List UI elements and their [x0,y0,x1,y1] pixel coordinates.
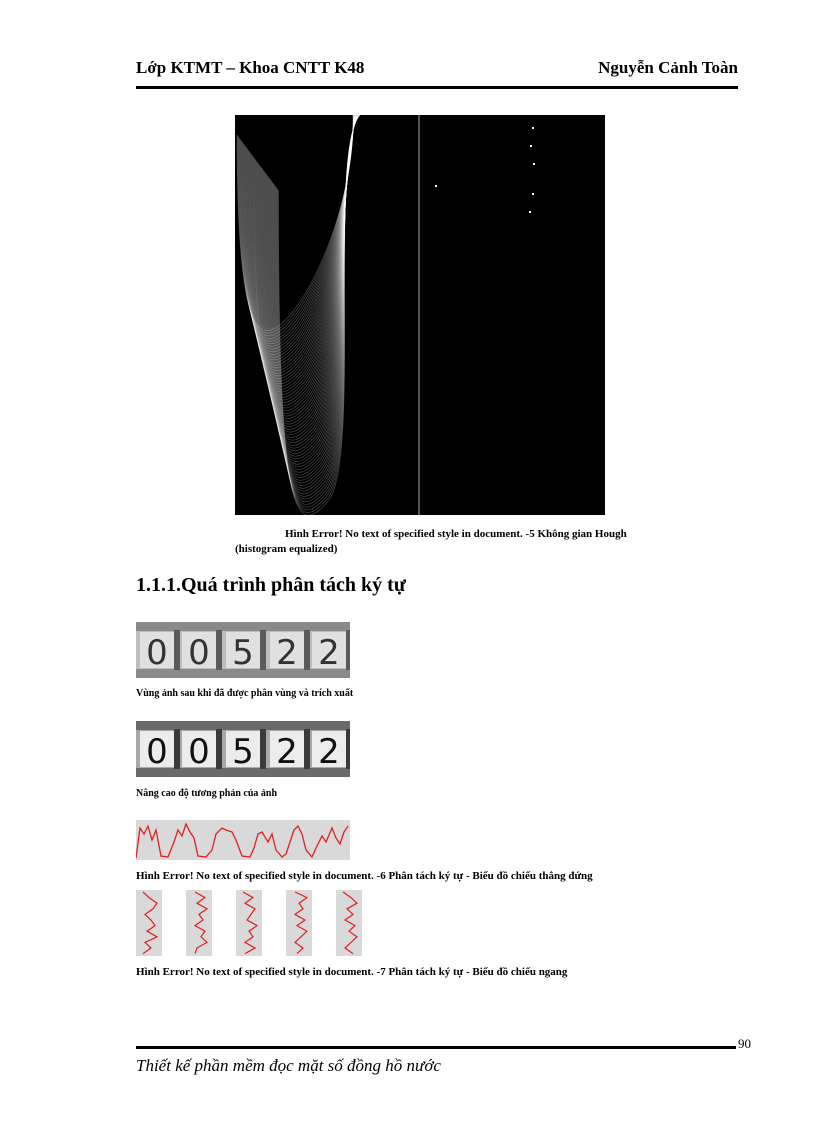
header-author: Nguyễn Cảnh Toàn [598,58,738,77]
horizontal-projection-caption: Hình Error! No text of specified style in document. -7 Phân tách ký tự - Biểu đồ chiếu ngang [136,966,568,978]
segmented-digits-image [136,622,350,678]
digit-char: 2 [318,732,340,772]
digit-char: 0 [188,732,210,772]
footer-rule [136,1046,736,1049]
vertical-projection-caption: Hình Error! No text of specified style in document. -6 Phân tách ký tự - Biểu đồ chiếu thẳng đứng [136,870,593,882]
header-rule [136,86,738,89]
hough-caption-line2: (histogram equalized) [235,543,338,555]
digit-char: 5 [232,732,254,772]
section-heading: 1.1.1.Quá trình phân tách ký tự [136,574,406,596]
vertical-projection-image [136,820,350,860]
contrast-caption: Nâng cao độ tương phản của ảnh [136,788,278,799]
digit-char: 2 [276,633,298,673]
digit-char: 5 [232,633,254,673]
hough-space-image [235,115,605,515]
digit-char: 2 [318,633,340,673]
page-number: 90 [738,1036,751,1051]
footer-title: Thiết kế phần mềm đọc mặt số đồng hồ nước [136,1056,441,1075]
header-left-text: Lớp KTMT – Khoa CNTT K48 [136,58,365,77]
hough-caption [235,527,710,557]
digit-char: 0 [188,633,210,673]
region-caption: Vùng ảnh sau khi đã được phân vùng và trích xuất [136,688,354,699]
digit-char: 0 [146,732,168,772]
contrast-digits-image [136,721,350,777]
hough-caption-line1: Hình Error! No text of specified style in document. -5 Không gian Hough [285,528,627,540]
horizontal-projection-image [136,890,366,956]
digit-char: 0 [146,633,168,673]
digit-char: 2 [276,732,298,772]
